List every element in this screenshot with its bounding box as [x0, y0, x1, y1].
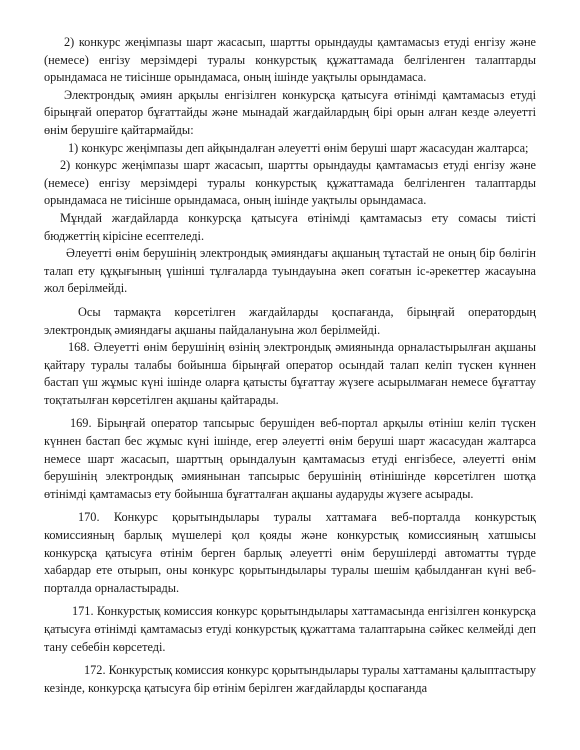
paragraph-3: 1) конкурс жеңімпазы деп айқындалған әлеуетті өнім беруші шарт жасасудан жалтарса; — [68, 140, 529, 155]
paragraph-7: Осы тармақта көрсетілген жағдайларды қоспағанда, бірыңғай оператордың электрондық әмияндағы ақшаны пайдалануына жол берілмейді. — [44, 304, 536, 337]
paragraph-10: 170. Конкурс қорытындылары туралы хаттамаға веб-порталда конкурстық комиссияның барлық мүшелері қол қояды және конкурстық комиссияның хатшысы конкурсқа қатысуға өтінім берген барлық әлеуетті өнім берушілерді автоматты түрде хабардар ете отырып, оны конкурс қорытындылары туралы шешім қабылданған күні веб-порталда орналастырады. — [44, 510, 536, 595]
paragraph-5: Мұндай жағдайларда конкурсқа қатысуға өтінімді қамтамасыз ету сомасы тиісті бюджеттің кірісіне есептеледі. — [44, 210, 536, 243]
paragraph-4: 2) конкурс жеңімпазы шарт жасасып, шартты орындауды қамтамасыз етуді енгізу және (немесе) енгізу мерзімдері туралы конкурстық құжаттамада белгіленген талаптарды орындамаса не тиісінше орындамаса, оның ішінде уақтылы орындамаса. — [44, 158, 536, 208]
paragraph-2: Электрондық әмиян арқылы енгізілген конкурсқа қатысуға өтінімді қамтамасыз етуді бірыңғай оператор бұғаттайды және мынадай жағдайлардың бірі орын алған кезде әлеуетті өнім берушіге қайтармайды: — [44, 87, 536, 137]
paragraph-12: 172. Конкурстық комиссия конкурс қорытындылары туралы хаттаманы қалыптастыру кезінде, конкурсқа қатысуға бір өтінім берілген жағдайларды қоспағанда — [44, 663, 536, 695]
paragraph-6: Әлеуетті өнім берушінің электрондық әмияндағы ақшаның тұтастай не оның бір бөлігін талап ету құқығының үшінші тұлғаларда туындауына әкеп соғатын іс-әрекеттер жасауына жол берілмейді. — [44, 246, 536, 296]
paragraph-8: 168. Әлеуетті өнім берушінің өзінің электрондық әмиянында орналастырылған ақшаны қайтару туралы талабы бойынша бірыңғай оператор осындай талап келіп түскен күннен бастап үш жұмыс күні ішінде оларға қатысты бұғаттау жүзеге асырылмаған немесе бұғаттау тоқтатылған көрсетілген ақшаны қайтарады. — [44, 340, 536, 407]
paragraph-9: 169. Бірыңғай оператор тапсырыс берушіден веб-портал арқылы өтініш келіп түскен күннен бастап бес жұмыс күні ішінде, егер әлеуетті өнім беруші шарт жасасудан жалтарса немесе шарт жасасып, шарттың орындалуын қамтамасыз етуді енгізбесе, әлеуетті өнім берушінің электрондық әмиянынан тапсырыс берушінің өтінішінде көрсетілген шотқа өтінімді қамтамасыз ету бойынша бұғатталған ақшаны аударуды жүзеге асырады. — [44, 416, 536, 501]
paragraph-1: 2) конкурс жеңімпазы шарт жасасып, шартты орындауды қамтамасыз етуді енгізу және (немесе) енгізу мерзімдері туралы конкурстық құжаттамада белгіленген талаптарды орындамаса не тиісінше орындамаса, оның ішінде уақтылы орындамаса. — [44, 35, 536, 85]
paragraph-11: 171. Конкурстық комиссия конкурс қорытындылары хаттамасында енгізілген конкурсқа қатысуға өтінімді қамтамасыз етуді конкурстық құжаттама талаптарына сәйкес келмейді деп тану себебін көрсетеді. — [44, 604, 536, 654]
